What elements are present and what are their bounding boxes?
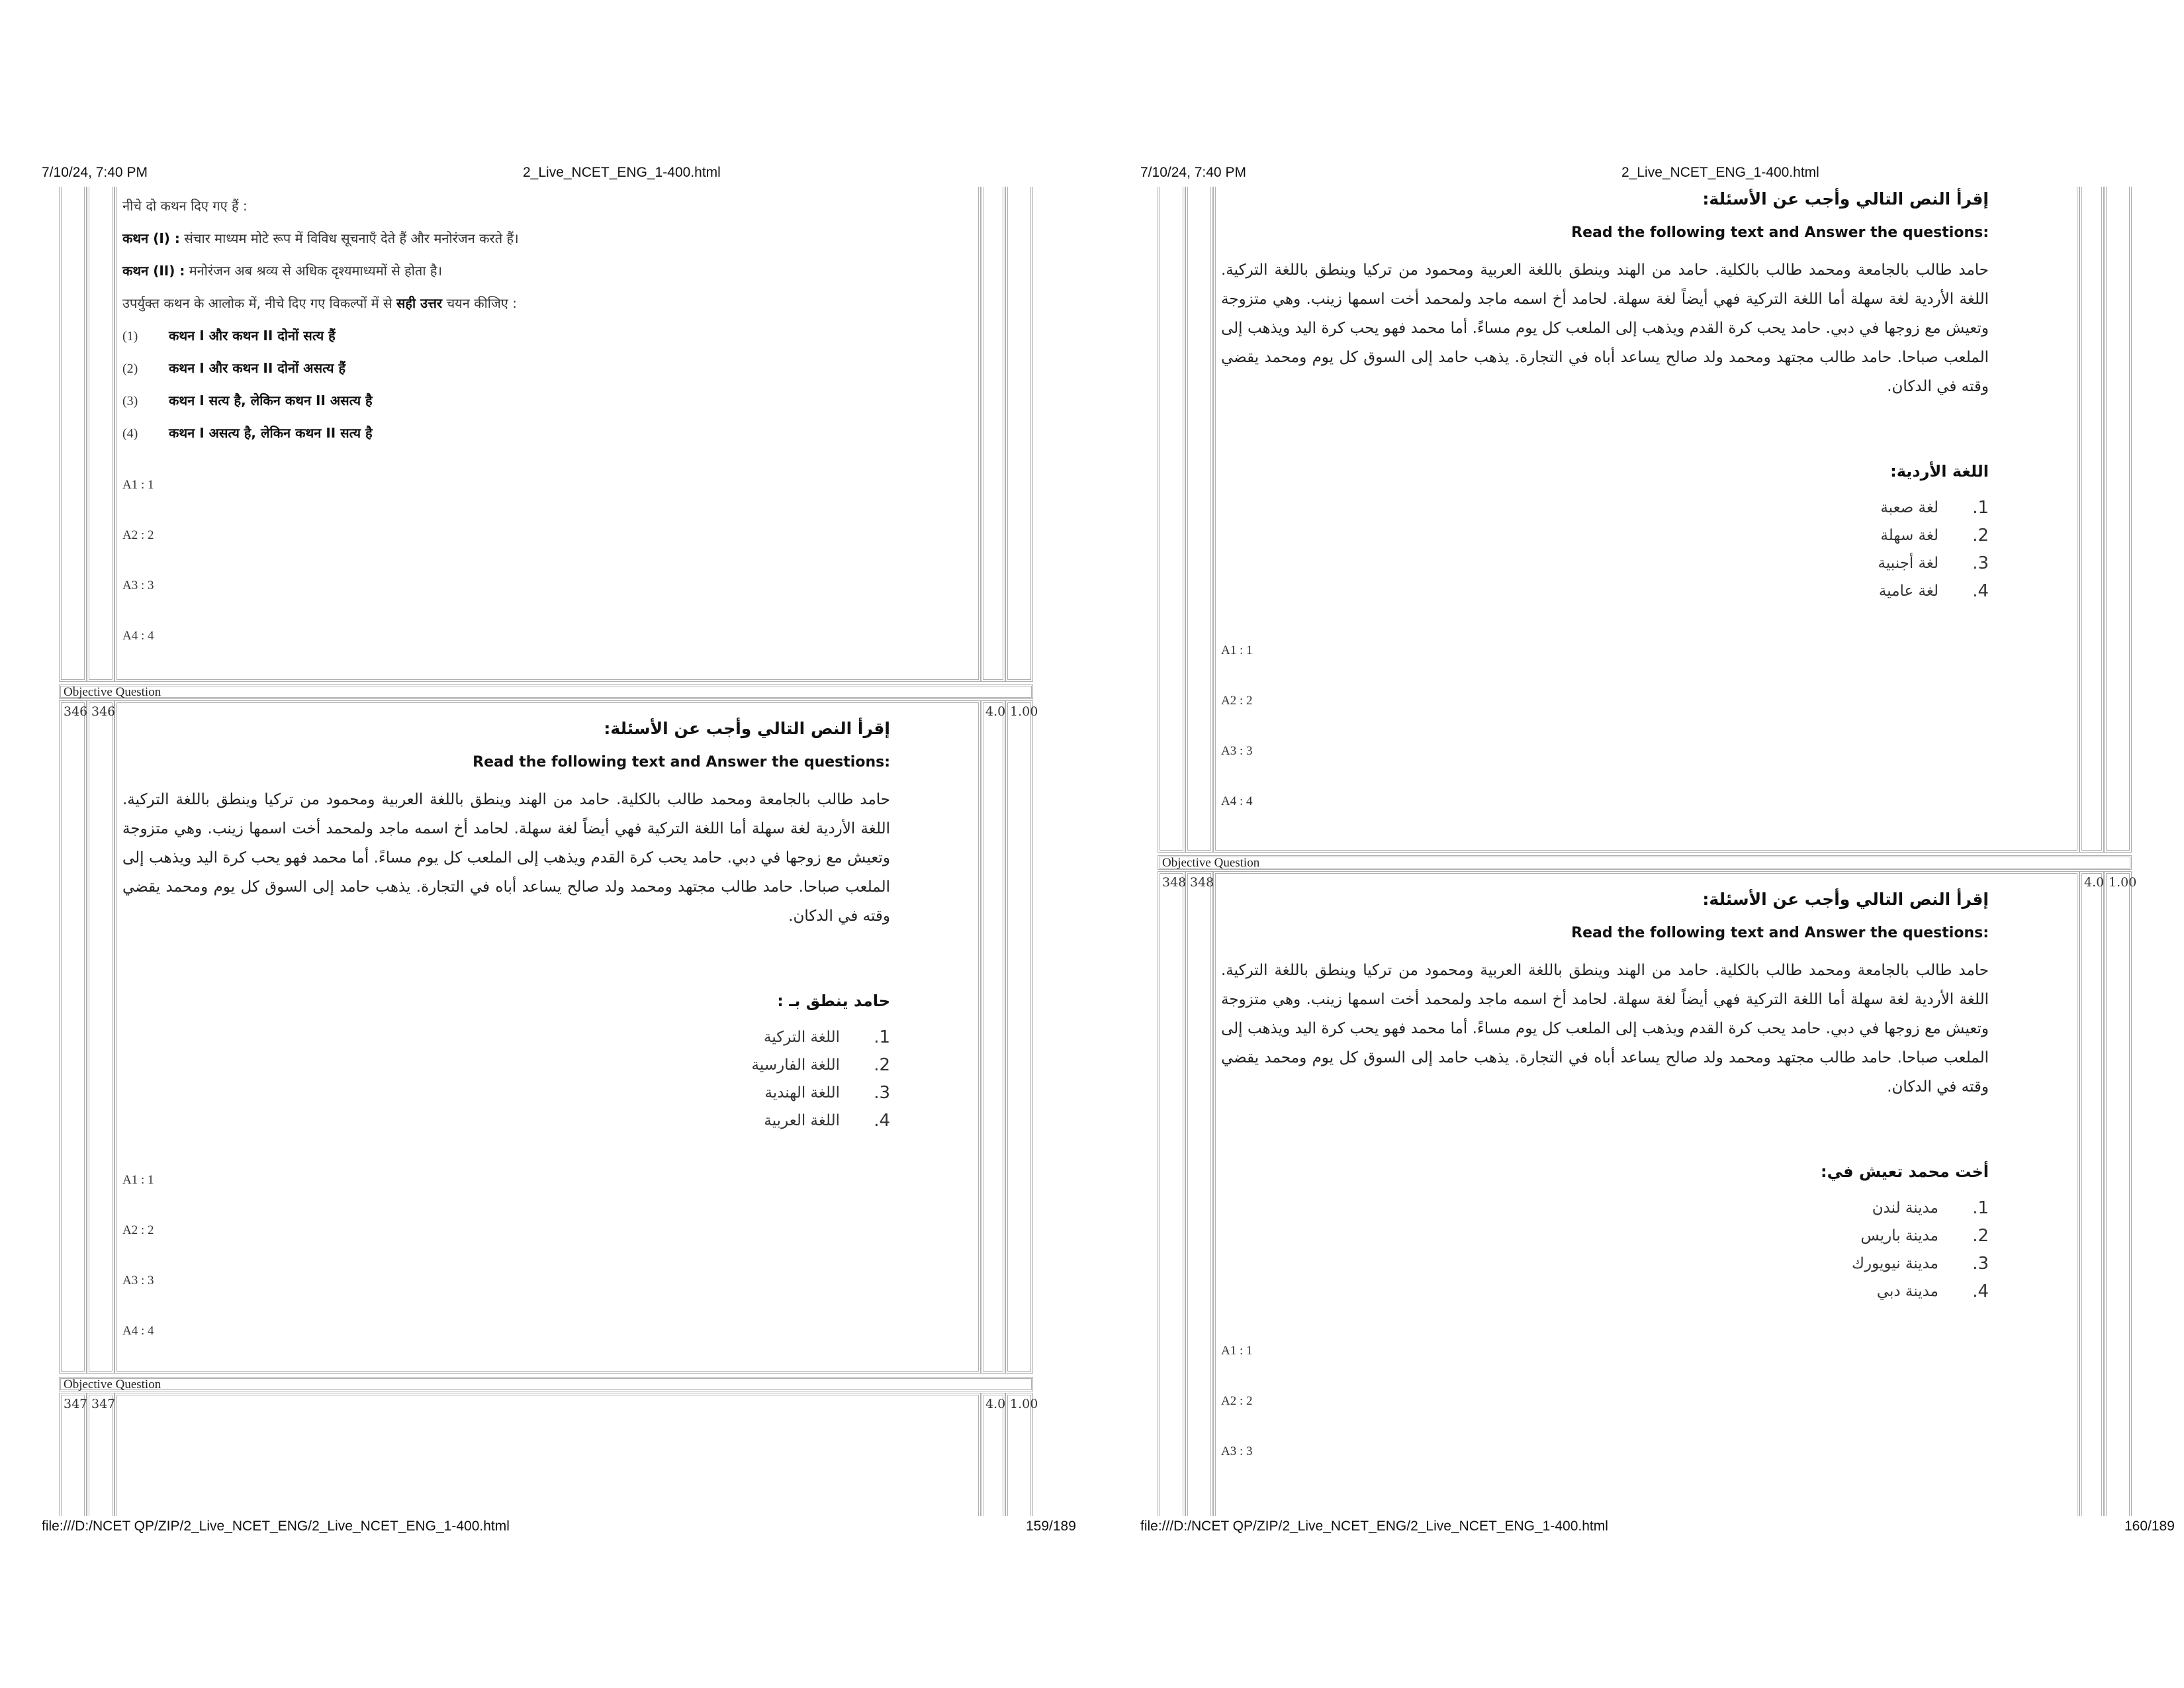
statement-text: संचार माध्यम मोटे रूप में विविध सूचनाएँ देते हैं और मनोरंजन करते हैं।: [184, 230, 519, 246]
marks-cell: [2079, 187, 2104, 853]
option-number: 4.: [1972, 581, 1989, 601]
statement-text: मनोरंजन अब श्रव्य से अधिक दृश्यमाध्यमों से होता है।: [189, 263, 443, 279]
answer-option: A1 : 1: [122, 478, 154, 492]
question-text: أخت محمد تعيش في:: [1821, 1162, 1989, 1181]
question-id-cell: [87, 187, 114, 682]
negative-marks-cell: [1005, 1393, 1038, 1516]
answer-option: A3 : 3: [1221, 1444, 1253, 1458]
answer-option: A3 : 3: [1221, 744, 1253, 758]
option-number: 2.: [1972, 1226, 1989, 1246]
option-number: 3.: [874, 1083, 890, 1103]
print-title: 2_Live_NCET_ENG_1-400.html: [1621, 165, 1819, 180]
question-id-cell: [1185, 871, 1213, 1516]
passage-heading-english: Read the following text and Answer the questions:: [473, 754, 890, 771]
passage-heading-arabic: إقرأ النص التالي وأجب عن الأسئلة:: [604, 719, 890, 738]
option-number: (4): [122, 426, 138, 441]
negative-marks-cell: [1005, 700, 1038, 1374]
file-path-link[interactable]: file:///D:/NCET QP/ZIP/2_Live_NCET_ENG/2_Live_NCET_ENG_1-400.html: [42, 1519, 510, 1534]
option-number: 3.: [1972, 1254, 1989, 1274]
option-number: (1): [122, 329, 138, 344]
option-number: (2): [122, 361, 138, 376]
answer-option: A2 : 2: [122, 1223, 154, 1237]
option: [122, 1107, 890, 1135]
option: [122, 1051, 890, 1079]
instruction: [122, 293, 784, 326]
question-content-cell: [114, 1393, 981, 1516]
question-content: [1221, 189, 1989, 845]
statement-label: कथन (I) :: [122, 230, 180, 246]
section-type-label: Objective Question: [59, 684, 1033, 699]
answer-option: A1 : 1: [1221, 1344, 1253, 1358]
option-number: 4.: [1972, 1282, 1989, 1301]
print-date: 7/10/24, 7:40 PM: [42, 165, 148, 180]
instruction-bold: सही उत्तर: [396, 295, 443, 311]
option: [122, 326, 784, 358]
answer-option: A4 : 4: [122, 629, 154, 643]
passage-text: حامد طالب بالجامعة ومحمد طالب بالكلية. حامد من الهند وينطق باللغة العربية ومحمود من تركيا وينطق باللغة التركية. اللغة الأردية لغة سهلة أما اللغة التركية فهي أيضاً لغة سهلة. لحامد أخ اسمه ماجد ولمحمد أخت اسمها زينب. وهي متزوجة وتعيش مع زوجها في دبي. حامد يحب كرة القدم ويذهب إلى الملعب كل يوم مساءً. أما محمد فهو يحب كرة اليد ويذهب إلى الملعب صباحا. حامد طالب مجتهد ومحمد ولد صالح يساعد أباه في التجارة. يذهب حامد إلى السوق كل يوم ومحمد يقضي وقته في الدكان.: [1221, 962, 1989, 1096]
marks-cell: [981, 187, 1005, 682]
answer-option: A3 : 3: [122, 1274, 154, 1288]
answers: [122, 1173, 890, 1374]
option-text: لغة سهلة: [1880, 527, 1938, 544]
option-number: 1.: [1972, 1198, 1989, 1218]
instruction-text: उपर्युक्त कथन के आलोक में, नीचे दिए गए विकल्पों में से: [122, 295, 392, 311]
question-id-cell: [1185, 187, 1213, 853]
print-date: 7/10/24, 7:40 PM: [1140, 165, 1246, 180]
passage-text: حامد طالب بالجامعة ومحمد طالب بالكلية. حامد من الهند وينطق باللغة العربية ومحمود من تركيا وينطق باللغة التركية. اللغة الأردية لغة سهلة أما اللغة التركية فهي أيضاً لغة سهلة. لحامد أخ اسمه ماجد ولمحمد أخت اسمها زينب. وهي متزوجة وتعيش مع زوجها في دبي. حامد يحب كرة القدم ويذهب إلى الملعب كل يوم مساءً. أما محمد فهو يحب كرة اليد ويذهب إلى الملعب صباحا. حامد طالب مجتهد ومحمد ولد صالح يساعد أباه في التجارة. يذهب حامد إلى السوق كل يوم ومحمد يقضي وقته في الدكان.: [122, 791, 890, 925]
option: [1221, 522, 1989, 549]
option-text: اللغة الفارسية: [751, 1056, 840, 1074]
serial-cell: [1158, 187, 1185, 853]
question-content: [122, 719, 890, 1374]
option-text: لغة عامية: [1878, 583, 1938, 600]
statement: [122, 261, 784, 293]
marks-value: 4.0: [2084, 875, 2105, 890]
option-text: مدينة دبي: [1876, 1283, 1938, 1300]
option-text: مدينة باريس: [1860, 1227, 1938, 1244]
print-title: 2_Live_NCET_ENG_1-400.html: [523, 165, 721, 180]
option: [122, 1079, 890, 1107]
question-content: [1221, 890, 1989, 1495]
marks-cell: [2079, 871, 2104, 1516]
option: [1221, 1278, 1989, 1305]
option-number: 2.: [874, 1055, 890, 1075]
negative-marks-value: 1.00: [1010, 704, 1038, 719]
page-number: 160/189: [2124, 1519, 2175, 1534]
answer-option: A4 : 4: [122, 1324, 154, 1338]
serial-number: 347: [64, 1397, 88, 1411]
option-text: لغة أجنبية: [1878, 555, 1938, 572]
marks-cell: [981, 1393, 1005, 1516]
option: [122, 1023, 890, 1051]
negative-marks-cell: [2104, 871, 2137, 1516]
negative-marks-value: 1.00: [2109, 875, 2137, 890]
option-text: لغة صعبة: [1880, 499, 1938, 516]
options-list: [122, 1023, 890, 1135]
option: [1221, 1250, 1989, 1278]
serial-cell: [59, 700, 87, 1374]
option-number: (3): [122, 394, 138, 408]
passage-heading-english: Read the following text and Answer the questions:: [1571, 224, 1989, 241]
page-number: 159/189: [1026, 1519, 1076, 1534]
statement: [122, 228, 784, 261]
negative-marks-cell: [2104, 187, 2132, 853]
question-id: 348: [1190, 875, 1214, 890]
option-text: مدينة نيويورك: [1852, 1255, 1938, 1272]
serial-number: 346: [64, 704, 88, 719]
option-number: 1.: [874, 1027, 890, 1047]
answers: [1221, 1344, 1989, 1495]
option-text: कथन I और कथन II दोनों असत्य हैं: [169, 360, 346, 376]
file-path-link[interactable]: file:///D:/NCET QP/ZIP/2_Live_NCET_ENG/2_Live_NCET_ENG_1-400.html: [1140, 1519, 1608, 1534]
question-id: 346: [91, 704, 116, 719]
option-text: مدينة لندن: [1872, 1199, 1938, 1217]
answer-option: A1 : 1: [1221, 643, 1253, 657]
question-text: اللغة الأردية:: [1890, 462, 1989, 481]
passage-heading-arabic: إقرأ النص التالي وأجب عن الأسئلة:: [1702, 890, 1989, 909]
statement-label: कथन (II) :: [122, 263, 185, 279]
marks-value: 4.0: [985, 1397, 1006, 1411]
option: [1221, 1222, 1989, 1250]
option: [1221, 549, 1989, 577]
option: [1221, 1194, 1989, 1222]
option: [1221, 577, 1989, 605]
serial-cell: [59, 187, 87, 682]
option-text: اللغة التركية: [764, 1029, 840, 1046]
options-list: [1221, 494, 1989, 605]
option-text: اللغة العربية: [764, 1112, 840, 1129]
negative-marks-value: 1.00: [1010, 1397, 1038, 1411]
pdf-page: [1099, 0, 2184, 1688]
option-text: कथन I असत्य है, लेकिन कथन II सत्य है: [169, 425, 373, 441]
answer-option: A4 : 4: [1221, 794, 1253, 808]
answer-option: A3 : 3: [122, 579, 154, 592]
option-number: 2.: [1972, 526, 1989, 545]
option-number: 4.: [874, 1111, 890, 1131]
negative-marks-cell: [1005, 187, 1033, 682]
option: [122, 391, 784, 423]
question-id: 347: [91, 1397, 116, 1411]
statement-intro: नीचे दो कथन दिए गए हैं :: [122, 198, 248, 214]
question-content: [122, 196, 784, 679]
option-text: कथन I सत्य है, लेकिन कथन II असत्य है: [169, 393, 373, 408]
option: [122, 423, 784, 455]
marks-value: 4.0: [985, 704, 1006, 719]
answers: [1221, 643, 1989, 845]
options-list: [1221, 1194, 1989, 1305]
option-text: اللغة الهندية: [764, 1084, 840, 1102]
answer-option: A2 : 2: [122, 528, 154, 542]
instruction-text: चयन कीजिए :: [446, 295, 517, 311]
question-id-cell: [87, 700, 114, 1374]
answer-option: A2 : 2: [1221, 694, 1253, 708]
question-text: حامد ينطق بـ :: [777, 992, 890, 1010]
option-text: कथन I और कथन II दोनों सत्य हैं: [169, 328, 336, 344]
section-type-label: Objective Question: [1158, 855, 2132, 870]
passage-text: حامد طالب بالجامعة ومحمد طالب بالكلية. حامد من الهند وينطق باللغة العربية ومحمود من تركيا وينطق باللغة التركية. اللغة الأردية لغة سهلة أما اللغة التركية فهي أيضاً لغة سهلة. لحامد أخ اسمه ماجد ولمحمد أخت اسمها زينب. وهي متزوجة وتعيش مع زوجها في دبي. حامد يحب كرة القدم ويذهب إلى الملعب كل يوم مساءً. أما محمد فهو يحب كرة اليد ويذهب إلى الملعب صباحا. حامد طالب مجتهد ومحمد ولد صالح يساعد أباه في التجارة. يذهب حامد إلى السوق كل يوم ومحمد يقضي وقته في الدكان.: [1221, 261, 1989, 395]
section-type-label: Objective Question: [59, 1377, 1033, 1391]
answer-option: A1 : 1: [122, 1173, 154, 1187]
option: [1221, 494, 1989, 522]
answers: [122, 478, 784, 679]
serial-cell: [59, 1393, 87, 1516]
question-id-cell: [87, 1393, 114, 1516]
serial-number: 348: [1162, 875, 1187, 890]
passage-heading-arabic: إقرأ النص التالي وأجب عن الأسئلة:: [1702, 189, 1989, 209]
serial-cell: [1158, 871, 1185, 1516]
answer-option: A2 : 2: [1221, 1394, 1253, 1408]
option: [122, 358, 784, 391]
passage-heading-english: Read the following text and Answer the questions:: [1571, 925, 1989, 941]
marks-cell: [981, 700, 1005, 1374]
option-number: 1.: [1972, 498, 1989, 518]
option-number: 3.: [1972, 553, 1989, 573]
